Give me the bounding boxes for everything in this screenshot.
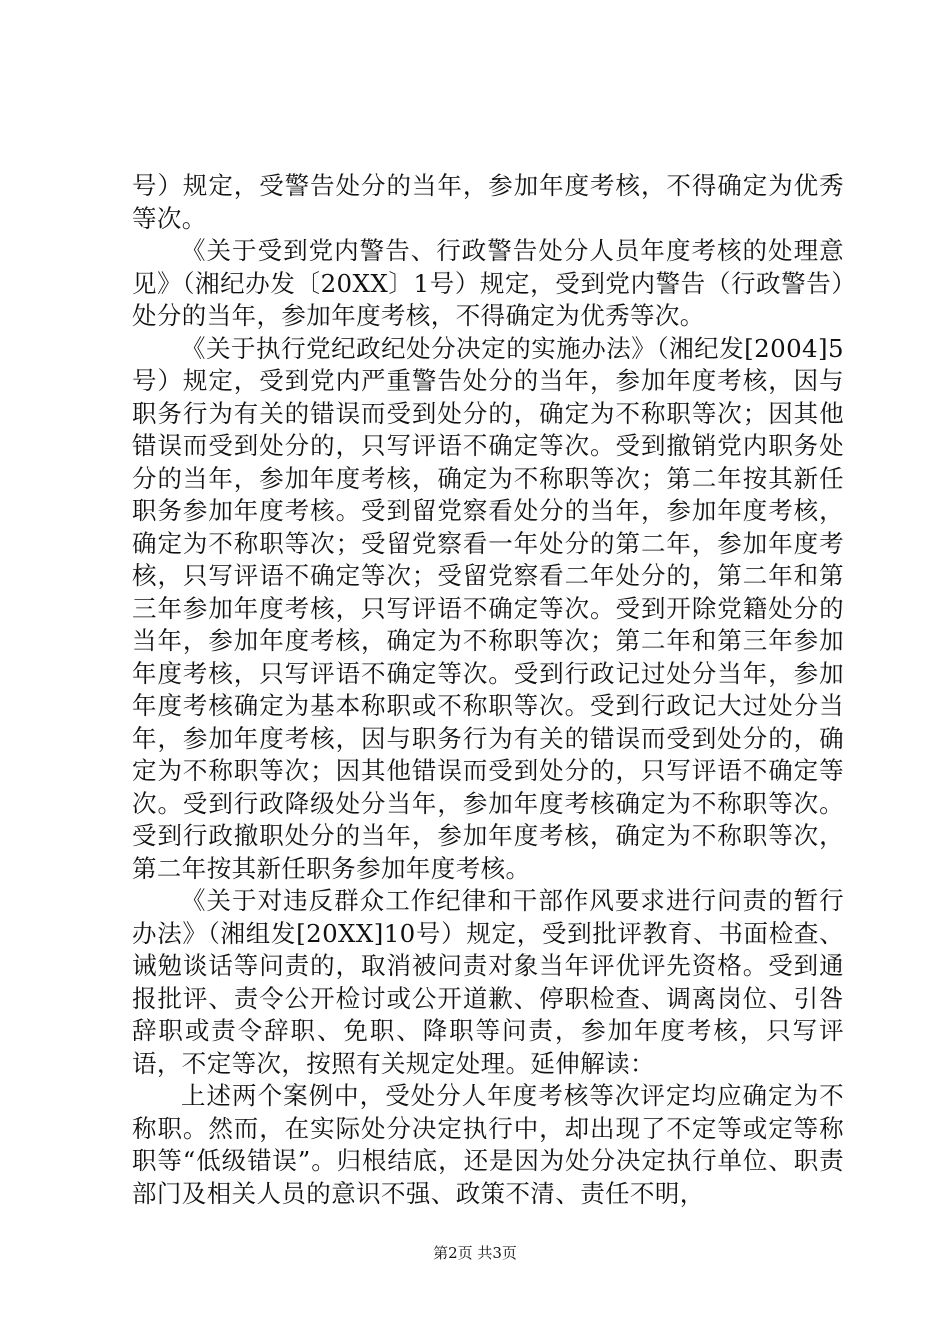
paragraph-implementation-measures: 《关于执行党纪政纪处分决定的实施办法》（湘纪发[2004]5号）规定，受到党内严重警告处分的当年，参加年度考核，因与职务行为有关的错误而受到处分的，确定为不称职等次；因其他错误而受到处分的，只写评语不确定等次。受到撤销党内职务处分的当年，参加年度考核，确定为不称职等次；第二年按其新任职务参加年度考核。受到留党察看处分的当年，参加年度考核，确定为不称职等次；受留党察看一年处分的第二年，参加年度考核，只写评语不确定等次；受留党察看二年处分的，第二年和第三年参加年度考核，只写评语不确定等次。受到开除党籍处分的当年，参加年度考核，确定为不称职等次；第二年和第三年参加年度考核，只写评语不确定等次。受到行政记过处分当年，参加年度考核确定为基本称职或不称职等次。受到行政记大过处分当年，参加年度考核，因与职务行为有关的错误而受到处分的，确定为不称职等次；因其他错误而受到处分的，只写评语不确定等次。受到行政降级处分当年，参加年度考核确定为不称职等次。受到行政撤职处分的当年，参加年度考核，确定为不称职等次，第二年按其新任职务参加年度考核。 [132,333,844,883]
page-number-footer: 第2页 共3页 [433,1244,517,1262]
paragraph-accountability-measures: 《关于对违反群众工作纪律和干部作风要求进行问责的暂行办法》（湘组发[20XX]10号）规定，受到批评教育、书面检查、诫勉谈话等问责的，取消被问责对象当年评优评先资格。受到通报批评、责令公开检讨或公开道歉、停职检查、调离岗位、引咎辞职或责令辞职、免职、降职等问责，参加年度考核，只写评语，不定等次，按照有关规定处理。延伸解读： [132,886,844,1078]
paragraph-case-analysis: 上述两个案例中，受处分人年度考核等次评定均应确定为不称职。然而，在实际处分决定执行中，却出现了不定等或定等称职等“低级错误”。归根结底，还是因为处分决定执行单位、职责部门及相关人员的意识不强、政策不清、责任不明， [132,1081,844,1208]
paragraph-continuation: 号）规定，受警告处分的当年，参加年度考核，不得确定为优秀等次。 [132,171,844,233]
document-body [132,170,844,1210]
paragraph-warning-opinion: 《关于受到党内警告、行政警告处分人员年度考核的处理意见》（湘纪办发〔20XX〕1号）规定，受到党内警告（行政警告）处分的当年，参加年度考核，不得确定为优秀等次。 [132,236,844,330]
